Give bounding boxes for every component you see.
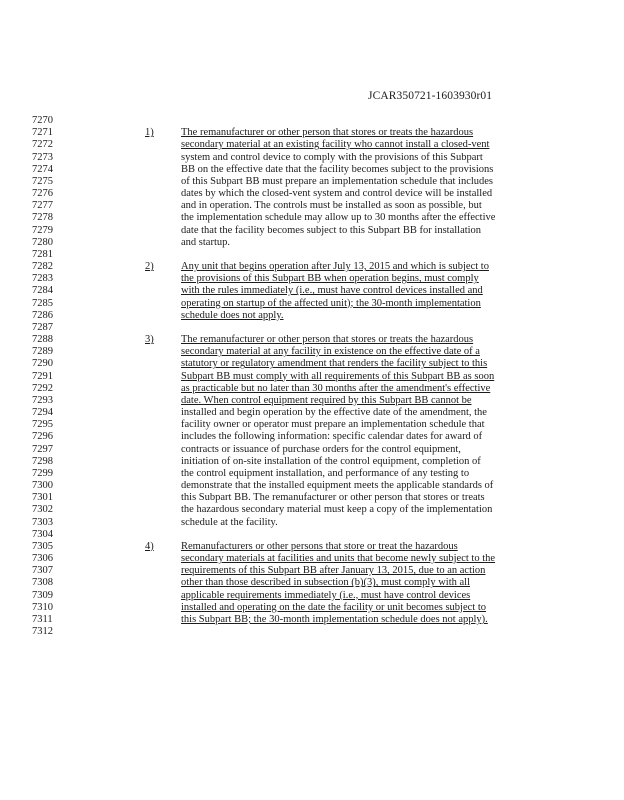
paragraph-text-line: with the rules immediately (i.e., must have control devices installed and (181, 285, 483, 297)
line-number: 7270 (32, 115, 53, 126)
paragraph-marker: 4) (145, 540, 154, 552)
line-number: 7310 (32, 601, 53, 613)
paragraph-text-line: the hazardous secondary material must keep a copy of the implementation (181, 504, 493, 516)
line-number: 7308 (32, 577, 53, 589)
paragraph-text-line: secondary material at any facility in existence on the effective date of a (181, 346, 480, 358)
paragraph-text-line: Any unit that begins operation after July 13, 2015 and which is subject to (181, 261, 489, 273)
line-number: 7309 (32, 589, 53, 601)
line-number: 7278 (32, 212, 53, 224)
line-number: 7271 (32, 127, 53, 139)
paragraph-text-line: and startup. (181, 236, 230, 248)
paragraph-text-line: of this Subpart BB must prepare an implementation schedule that includes (181, 175, 494, 187)
line-number: 7274 (32, 163, 53, 175)
line-number: 7286 (32, 309, 53, 321)
line-number: 7307 (32, 565, 53, 577)
line-number: 7287 (32, 321, 53, 333)
paragraph-text-line: The remanufacturer or other person that stores or treats the hazardous (181, 127, 474, 139)
document-id-header: JCAR350721-1603930r01 (368, 90, 493, 102)
line-number: 7275 (32, 175, 53, 187)
paragraph-text-line: contracts or issuance of purchase orders for the control equipment, (181, 443, 461, 455)
paragraph-text-line: secondary material at an existing facility who cannot install a closed-vent (181, 139, 490, 151)
paragraph-text-line: the implementation schedule may allow up to 30 months after the effective (181, 212, 496, 224)
paragraph-marker: 2) (145, 261, 154, 273)
line-number: 7293 (32, 394, 53, 406)
line-number: 7280 (32, 236, 53, 248)
line-number: 7285 (32, 297, 53, 309)
paragraph-text-line: demonstrate that the installed equipment meets the applicable standards of (181, 480, 494, 492)
paragraph-text-line: date. When control equipment required by this Subpart BB cannot be (181, 394, 472, 406)
paragraph-text-line: this Subpart BB. The remanufacturer or other person that stores or treats (181, 492, 485, 504)
paragraph-marker: 3) (145, 334, 154, 346)
line-number: 7312 (32, 626, 53, 638)
paragraph-text-line: operating on startup of the affected unit); the 30-month implementation (181, 297, 481, 309)
line-number: 7306 (32, 553, 53, 565)
line-number: 7290 (32, 358, 53, 370)
paragraph-text-line: system and control device to comply with the provisions of this Subpart (181, 151, 483, 163)
paragraph-text-line: facility owner or operator must prepare an implementation schedule that (181, 419, 485, 431)
line-number: 7273 (32, 151, 53, 163)
paragraph-text-line: secondary materials at facilities and units that become newly subject to the (181, 553, 496, 565)
line-number: 7297 (32, 443, 53, 455)
line-number: 7279 (32, 224, 53, 236)
paragraph-text-line: includes the following information: specific calendar dates for award of (181, 431, 483, 443)
paragraph-text-line: and in operation. The controls must be installed as soon as possible, but (181, 200, 482, 212)
line-number: 7284 (32, 285, 53, 297)
paragraph-text-line: BB on the effective date that the facility becomes subject to the provisions (181, 163, 494, 175)
line-number: 7291 (32, 370, 53, 382)
paragraph-text-line: schedule does not apply. (181, 309, 284, 321)
line-number: 7298 (32, 455, 53, 467)
paragraph-text-line: dates by which the closed-vent system and control device will be installed (181, 188, 493, 200)
line-number: 7303 (32, 516, 53, 528)
line-number: 7272 (32, 139, 53, 151)
line-number: 7295 (32, 419, 53, 431)
paragraph-text-line: other than those described in subsection (b)(3), must comply with all (181, 577, 470, 589)
paragraph-text-line: statutory or regulatory amendment that renders the facility subject to this (181, 358, 488, 370)
line-number: 7276 (32, 188, 53, 200)
line-number: 7304 (32, 528, 53, 540)
line-number: 7300 (32, 480, 53, 492)
line-number: 7294 (32, 407, 53, 419)
line-number: 7277 (32, 200, 53, 212)
line-number: 7305 (32, 540, 53, 552)
paragraph-text-line: requirements of this Subpart BB after January 13, 2015, due to an action (181, 565, 486, 577)
paragraph-text-line: this Subpart BB; the 30-month implementation schedule does not apply). (181, 613, 488, 625)
paragraph-text-line: Subpart BB must comply with all requirements of this Subpart BB as soon (181, 370, 495, 382)
line-number: 7311 (32, 613, 53, 625)
line-number: 7289 (32, 346, 53, 358)
paragraph-text-line: schedule at the facility. (181, 516, 278, 528)
line-number: 7301 (32, 492, 53, 504)
paragraph-text-line: Remanufacturers or other persons that store or treat the hazardous (181, 540, 458, 552)
line-number: 7302 (32, 504, 53, 516)
paragraph-marker: 1) (145, 127, 154, 139)
line-number: 7282 (32, 261, 53, 273)
paragraph-text-line: installed and begin operation by the effective date of the amendment, the (181, 407, 487, 419)
paragraph-text-line: initiation of on-site installation of the control equipment, completion of (181, 455, 481, 467)
paragraph-text-line: installed and operating on the date the facility or unit becomes subject to (181, 601, 486, 613)
line-number: 7288 (32, 334, 53, 346)
paragraph-text-line: date that the facility becomes subject to this Subpart BB for installation (181, 224, 482, 236)
line-number: 7283 (32, 273, 53, 285)
line-number: 7292 (32, 382, 53, 394)
line-number: 7296 (32, 431, 53, 443)
line-number: 7281 (32, 248, 53, 260)
paragraph-text-line: applicable requirements immediately (i.e., must have control devices (181, 589, 471, 601)
paragraph-text-line: as practicable but no later than 30 months after the amendment's effective (181, 382, 491, 394)
paragraph-text-line: the provisions of this Subpart BB when operation begins, must comply (181, 273, 479, 285)
line-number: 7299 (32, 467, 53, 479)
paragraph-text-line: The remanufacturer or other person that stores or treats the hazardous (181, 334, 474, 346)
paragraph-text-line: the control equipment installation, and performance of any testing to (181, 467, 470, 479)
